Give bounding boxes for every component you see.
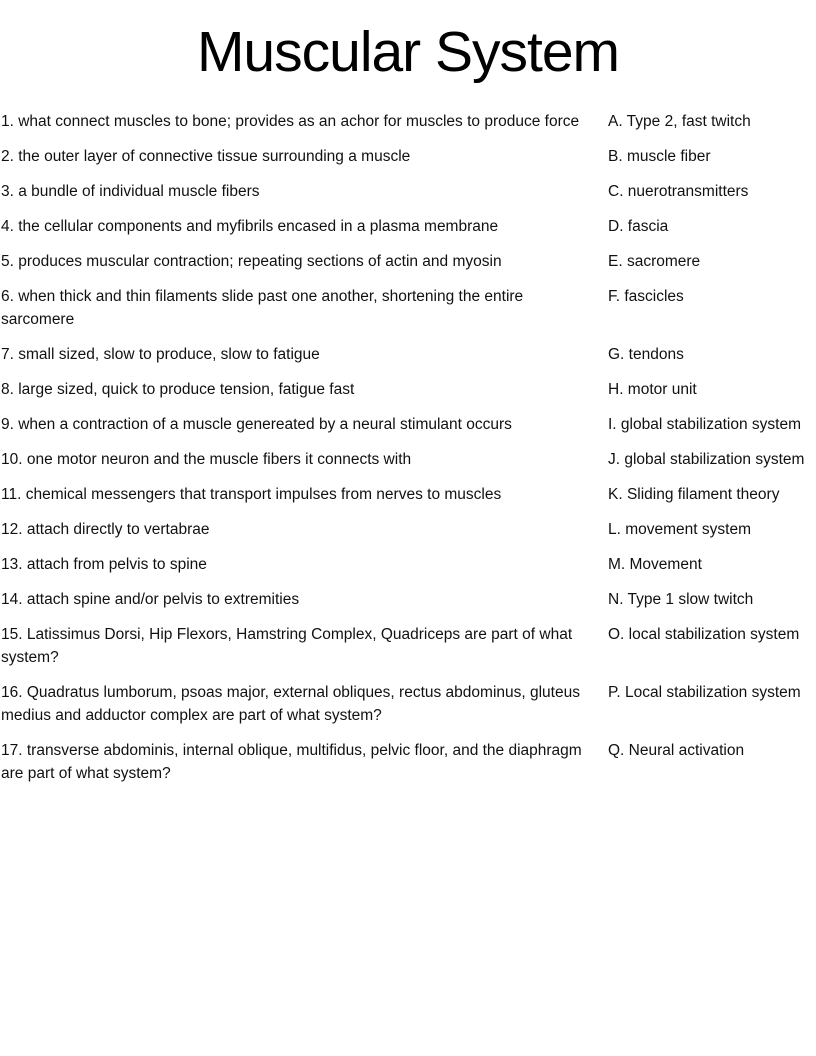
match-row: [1, 553, 816, 576]
answer-text: P. Local stabilization system: [608, 684, 801, 701]
answer-text: L. movement system: [608, 521, 751, 538]
answer-text: Q. Neural activation: [608, 742, 745, 759]
question-text: 6. when thick and thin filaments slide past one another, shortening the entire sarcomere: [1, 288, 524, 328]
question-text: 16. Quadratus lumborum, psoas major, external obliques, rectus abdominus, gluteus medius and adductor complex are part of what system?: [1, 684, 580, 724]
question-text: 3. a bundle of individual muscle fibers: [1, 183, 260, 200]
question-text: 11. chemical messengers that transport impulses from nerves to muscles: [1, 486, 502, 503]
answer-text: K. Sliding filament theory: [608, 486, 780, 503]
match-row: [1, 215, 816, 238]
question-text: 17. transverse abdominis, internal oblique, multifidus, pelvic floor, and the diaphragm are part of what system?: [1, 742, 582, 782]
match-row: [1, 343, 816, 366]
match-row: [1, 448, 816, 471]
question-text: 5. produces muscular contraction; repeating sections of actin and myosin: [1, 253, 502, 270]
match-row: [1, 285, 816, 331]
page-title: Muscular System: [196, 20, 620, 84]
answer-text: E. sacromere: [608, 253, 701, 270]
match-row: [1, 413, 816, 436]
question-text: 4. the cellular components and myfibrils encased in a plasma membrane: [1, 218, 499, 235]
answer-text: M. Movement: [608, 556, 702, 573]
match-row: [1, 378, 816, 401]
question-text: 1. what connect muscles to bone; provides as an achor for muscles to produce force: [1, 113, 580, 130]
match-row: [1, 623, 816, 669]
question-text: 12. attach directly to vertabrae: [1, 521, 210, 538]
answer-text: N. Type 1 slow twitch: [608, 591, 754, 608]
question-text: 9. when a contraction of a muscle genereated by a neural stimulant occurs: [1, 416, 512, 433]
answer-text: G. tendons: [608, 346, 684, 363]
match-row: [1, 180, 816, 203]
question-text: 10. one motor neuron and the muscle fibers it connects with: [1, 451, 412, 468]
answer-text: O. local stabilization system: [608, 626, 800, 643]
match-row: [1, 588, 816, 611]
answer-text: D. fascia: [608, 218, 669, 235]
answer-text: F. fascicles: [608, 288, 684, 305]
answer-text: I. global stabilization system: [608, 416, 801, 433]
question-text: 2. the outer layer of connective tissue surrounding a muscle: [1, 148, 411, 165]
answer-text: A. Type 2, fast twitch: [608, 113, 751, 130]
question-text: 13. attach from pelvis to spine: [1, 556, 207, 573]
question-text: 7. small sized, slow to produce, slow to fatigue: [1, 346, 320, 363]
question-text: 8. large sized, quick to produce tension, fatigue fast: [1, 381, 355, 398]
answer-text: C. nuerotransmitters: [608, 183, 749, 200]
match-row: [1, 518, 816, 541]
answer-text: H. motor unit: [608, 381, 697, 398]
match-row: [1, 483, 816, 506]
question-text: 15. Latissimus Dorsi, Hip Flexors, Hamstring Complex, Quadriceps are part of what system?: [1, 626, 573, 666]
answer-text: J. global stabilization system: [608, 451, 805, 468]
match-row: [1, 250, 816, 273]
answer-text: B. muscle fiber: [608, 148, 711, 165]
question-text: 14. attach spine and/or pelvis to extremities: [1, 591, 300, 608]
matching-list: [0, 110, 816, 785]
match-row: [1, 681, 816, 727]
match-row: [1, 739, 816, 785]
match-row: [1, 110, 816, 133]
match-row: [1, 145, 816, 168]
